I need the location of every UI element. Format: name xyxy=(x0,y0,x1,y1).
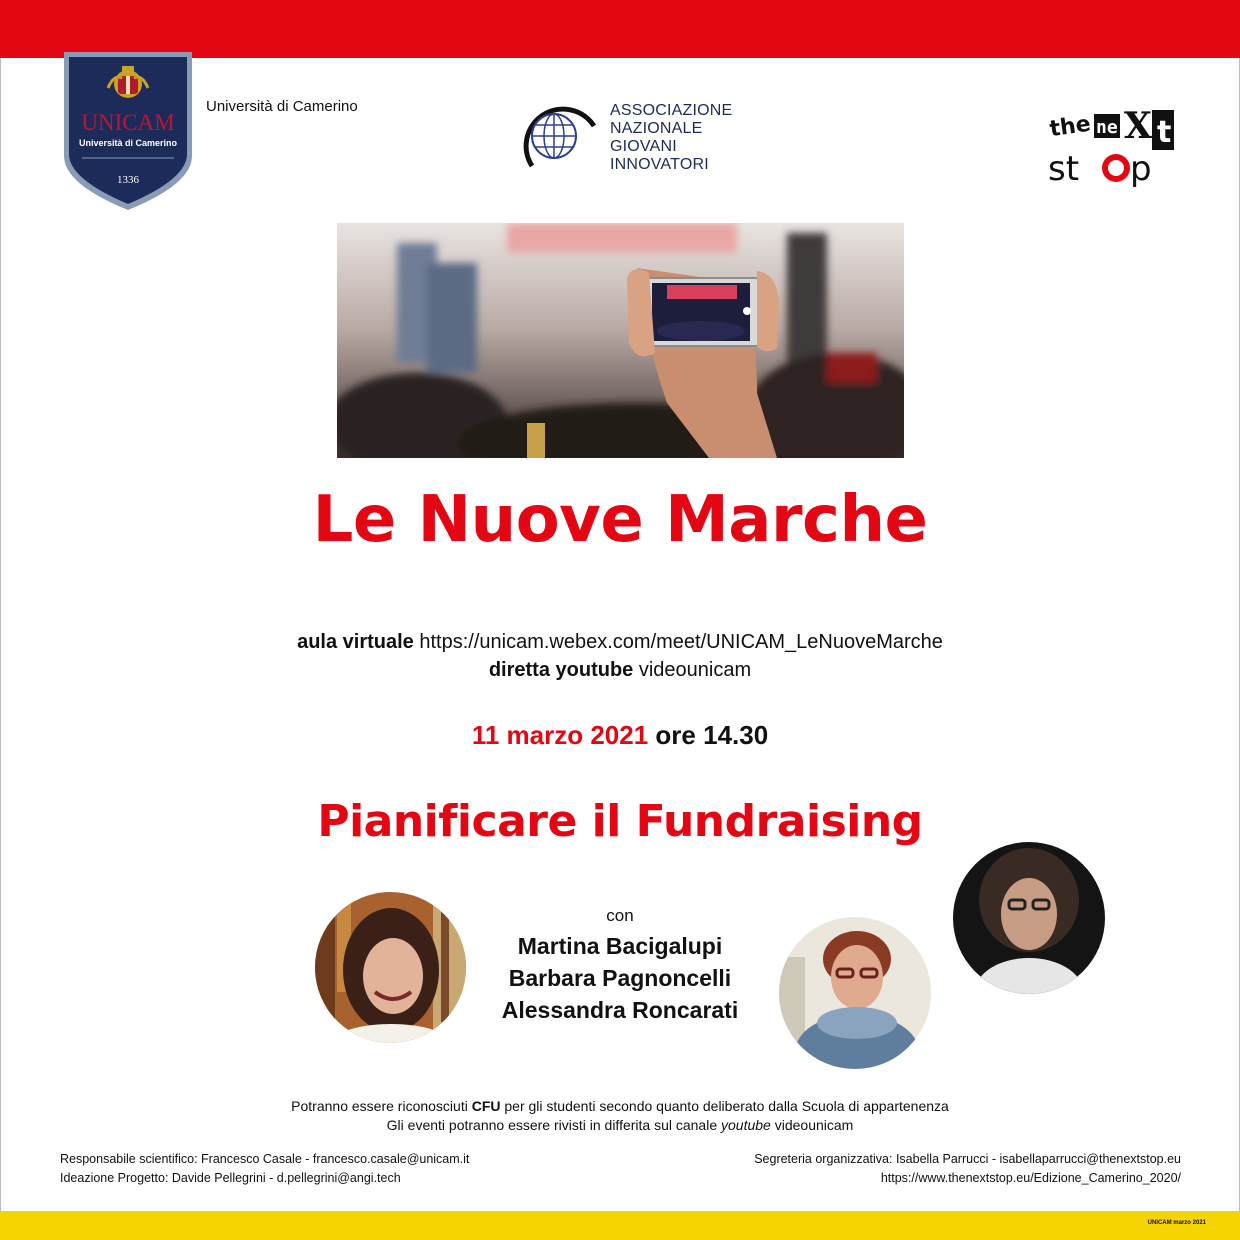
footer-tag: UNICAM marzo 2021 xyxy=(1147,1220,1206,1226)
shield-year: 1336 xyxy=(117,174,139,186)
angi-line-3: GIOVANI xyxy=(610,138,677,155)
speaker-portrait-1 xyxy=(315,892,466,1043)
youtube-channel[interactable]: videounicam xyxy=(638,659,752,681)
project-idea: Ideazione Progetto: Davide Pellegrini - d.pellegrini@angi.tech xyxy=(60,1171,401,1185)
bottom-yellow-band xyxy=(0,1211,1240,1240)
virtual-room-label: aula virtuale xyxy=(297,631,414,653)
svg-text:p: p xyxy=(1130,149,1152,189)
virtual-room-url[interactable]: https://unicam.webex.com/meet/UNICAM_LeNuoveMarche xyxy=(419,631,943,653)
speaker-portrait-3 xyxy=(953,842,1105,994)
hero-photo xyxy=(337,223,904,458)
event-subtitle: Pianificare il Fundraising xyxy=(317,796,923,847)
angi-line-4: INNOVATORI xyxy=(610,156,709,173)
event-links xyxy=(0,628,1240,684)
replay-suffix: videounicam xyxy=(774,1117,854,1133)
globe-icon xyxy=(502,96,602,176)
credits-left xyxy=(60,1150,469,1188)
edition-url[interactable]: https://www.thenextstop.eu/Edizione_Camerino_2020/ xyxy=(880,1171,1181,1185)
svg-text:ne: ne xyxy=(1096,117,1118,138)
cfu-note xyxy=(0,1097,1240,1116)
speaker-portrait-2 xyxy=(779,917,931,1069)
shield-subtitle: Università di Camerino xyxy=(78,138,178,148)
the-next-stop-logo xyxy=(1046,100,1186,190)
university-label: Università di Camerino xyxy=(206,98,358,115)
cfu-prefix: Potranno essere riconosciuti xyxy=(291,1098,468,1114)
youtube-label: diretta youtube xyxy=(488,659,634,681)
cfu-bold: CFU xyxy=(471,1098,501,1114)
youtube-line xyxy=(0,656,1240,684)
speaker-name: Barbara Pagnoncelli xyxy=(508,965,732,991)
with-label: con xyxy=(606,906,634,925)
cfu-suffix: per gli studenti secondo quanto deliberato dalla Scuola di appartenenza xyxy=(504,1098,949,1114)
unicam-shield-logo xyxy=(60,48,196,214)
svg-text:the: the xyxy=(1048,111,1093,143)
svg-text:t: t xyxy=(1157,115,1172,150)
credits-right xyxy=(754,1150,1181,1188)
replay-italic: youtube xyxy=(721,1117,771,1133)
angi-line-2: NAZIONALE xyxy=(610,120,703,137)
angi-line-1: ASSOCIAZIONE xyxy=(610,102,733,119)
speaker-name: Alessandra Roncarati xyxy=(501,997,739,1023)
organizing-secretariat: Segreteria organizzativa: Isabella Parrucci - isabellaparrucci@thenextstop.eu xyxy=(754,1152,1181,1166)
event-datetime xyxy=(0,720,1240,751)
svg-text:st: st xyxy=(1048,149,1080,189)
scientific-lead: Responsabile scientifico: Francesco Casale - francesco.casale@unicam.it xyxy=(60,1152,470,1166)
event-title: Le Nuove Marche xyxy=(312,483,928,557)
virtual-room-line xyxy=(0,628,1240,656)
event-date: 11 marzo 2021 xyxy=(471,720,649,750)
speaker-name: Martina Bacigalupi xyxy=(517,933,723,959)
event-notes xyxy=(0,1097,1240,1135)
replay-note xyxy=(0,1116,1240,1135)
angi-logo xyxy=(502,96,752,176)
replay-prefix: Gli eventi potranno essere rivisti in differita sul canale xyxy=(386,1117,718,1133)
svg-text:X: X xyxy=(1124,105,1152,147)
event-time: ore 14.30 xyxy=(655,720,769,750)
shield-brand: UNICAM xyxy=(81,110,175,135)
